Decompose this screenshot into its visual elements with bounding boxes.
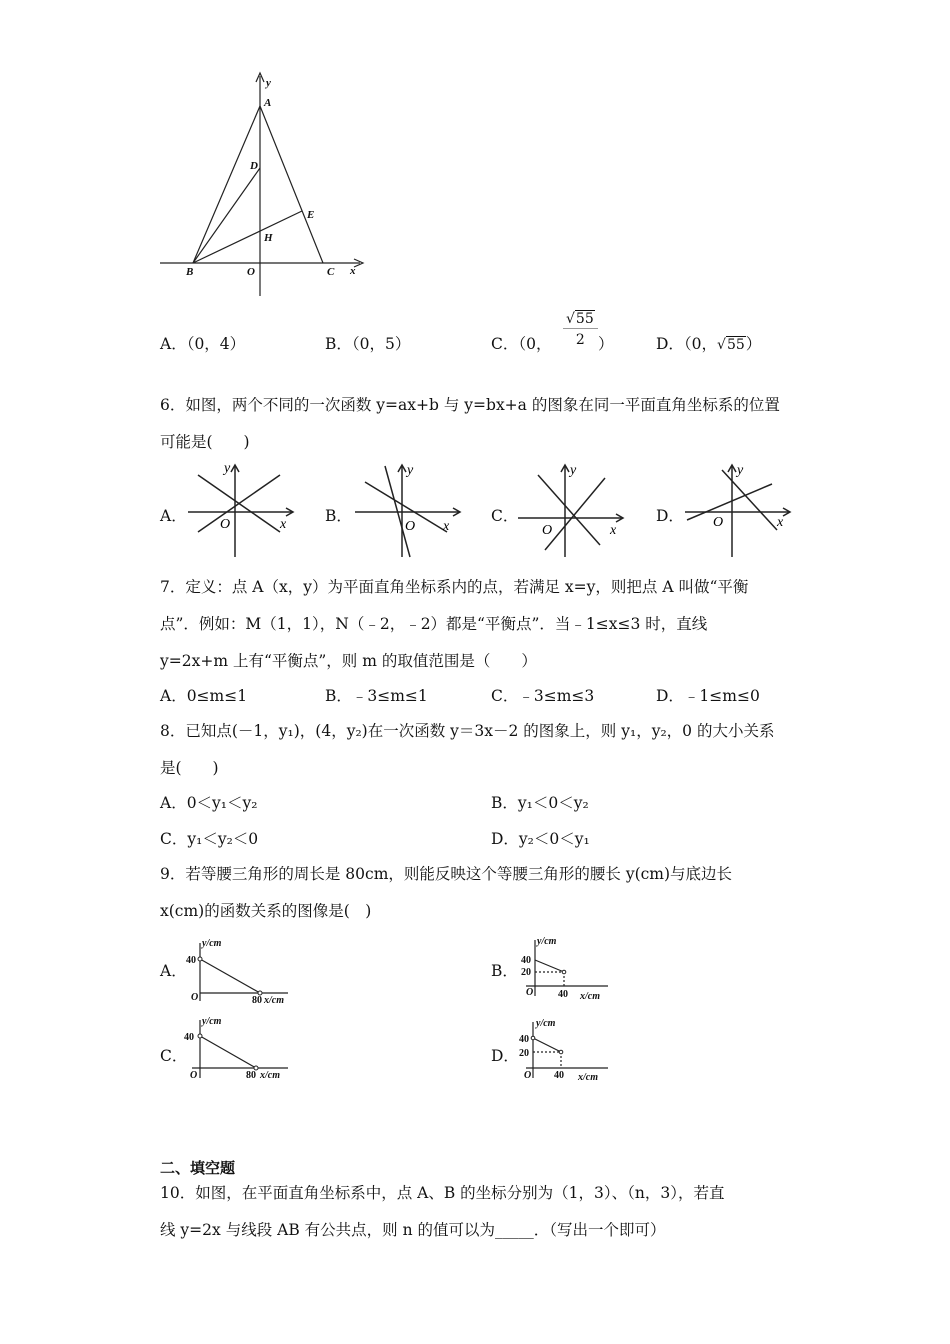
q6-graph-b[interactable] [347,460,467,560]
q9b-40: 40 [521,955,531,966]
q7-stem-line1: 7．定义：点 A（x，y）为平面直角坐标系内的点，若满足 x=y，则把点 A 叫做“平衡 [160,578,749,596]
q9-stem-line1: 9．若等腰三角形的周长是 80cm，则能反映这个等腰三角形的腰长 y(cm)与底边长 [160,865,733,883]
q6d-y: y [737,463,744,478]
q6b-y: y [407,463,414,478]
q9b-xlabel: x/cm [580,991,600,1002]
q6a-y: y [224,461,231,476]
q7-stem-line3: y=2x+m 上有“平衡点”，则 m 的取值范围是（ ） [160,652,537,670]
q9c-40: 40 [184,1032,194,1043]
q7-option-b[interactable]: B．﹣3≤m≤1 [325,687,428,705]
q9-option-a-label[interactable]: A． [160,962,187,980]
q9-graph-b[interactable] [516,932,616,1004]
q9a-xlabel: x/cm [264,995,284,1006]
q8-option-c[interactable]: C．y₁＜y₂＜0 [160,830,259,848]
q6d-x: x [777,515,784,530]
q6-graph-a[interactable] [180,460,300,560]
q6-option-d-label[interactable]: D． [656,507,684,525]
q6-graph-c[interactable] [510,460,630,560]
label-A: A [264,97,272,109]
q6-graph-d[interactable] [677,460,797,560]
q10-stem-line1: 10．如图，在平面直角坐标系中，点 A、B 的坐标分别为（1，3）、（n，3），若直 [160,1184,725,1202]
label-B: B [186,266,194,278]
q5-option-c-suffix: ） [598,335,614,353]
q6-stem-line2: 可能是( ) [160,433,250,451]
q6a-x: x [280,517,287,532]
q6-option-c-label[interactable]: C． [491,507,519,525]
q9-option-b-label[interactable]: B． [491,962,518,980]
q9a-40: 40 [186,955,196,966]
section-heading-fill-in: 二、填空题 [160,1159,236,1177]
q9-stem-line2: x(cm)的函数关系的图像是( ) [160,902,372,920]
q9c-o: O [190,1070,198,1081]
q5-option-d[interactable] [656,333,761,356]
q9c-xlabel: x/cm [260,1070,280,1081]
q9-graph-a[interactable] [180,935,295,1007]
q5-option-a[interactable]: A．（0，4） [160,335,246,353]
q5-option-c-prefix: C．（0， [491,335,552,353]
q9b-ylabel: y/cm [537,936,557,947]
q9d-40: 40 [519,1034,529,1045]
q8-stem-line2: 是( ) [160,759,219,777]
q7-option-d[interactable]: D．﹣1≤m≤0 [656,687,760,705]
label-O: O [247,266,255,278]
q9c-80: 80 [246,1070,256,1081]
q9c-ylabel: y/cm [202,1016,222,1027]
frac-denominator: 2 [575,332,585,348]
q9b-40x: 40 [558,989,568,1000]
q9-graph-d[interactable] [516,1014,616,1086]
q6-option-b-label[interactable]: B． [325,507,352,525]
q6-option-a-label[interactable]: A． [160,507,187,525]
q7-stem-line2: 点”．例如：M（1，1），N（﹣2，﹣2）都是“平衡点”．当﹣1≤x≤3 时，直线 [160,615,708,633]
q6c-y: y [570,463,577,478]
q6-stem-line1: 6．如图，两个不同的一次函数 y=ax+b 与 y=bx+a 的图象在同一平面直角坐标系的位置 [160,396,780,414]
q10-stem-line2: 线 y=2x 与线段 AB 有公共点，则 n 的值可以为_____．（写出一个即可） [160,1221,666,1239]
frac-numerator: √55 [563,310,598,329]
sqrt-symbol: √ [717,337,726,353]
q9b-o: O [526,987,534,998]
label-C: C [327,266,335,278]
c-radicand: 55 [575,311,594,327]
label-y: y [266,77,271,89]
q9a-ylabel: y/cm [202,938,222,949]
q5-option-c-fraction [563,310,598,349]
q5-option-b[interactable]: B．（0，5） [325,335,411,353]
label-H: H [264,232,273,244]
q9d-o: O [524,1070,532,1081]
q6a-o: O [220,517,231,532]
q5-triangle-figure [150,68,380,303]
q9d-ylabel: y/cm [536,1018,556,1029]
q6c-o: O [542,523,553,538]
q8-option-d[interactable]: D．y₂＜0＜y₁ [491,830,590,848]
q9a-80: 80 [252,995,262,1006]
q9d-xlabel: x/cm [578,1072,598,1083]
d-radicand: 55 [726,337,745,353]
q5-option-d-prefix: D．（0， [656,335,718,353]
q7-option-c[interactable]: C．﹣3≤m≤3 [491,687,595,705]
q5-option-c[interactable] [491,333,551,355]
q6c-x: x [610,523,617,538]
label-E: E [307,209,315,221]
q8-stem-line1: 8．已知点(－1，y₁)，(4，y₂)在一次函数 y＝3x－2 的图象上，则 y₁，y₂，0 的大小关系 [160,722,775,740]
q6b-x: x [443,519,450,534]
label-D: D [250,160,258,172]
q9-option-d-label[interactable]: D． [491,1047,519,1065]
q6d-o: O [713,515,724,530]
q9d-40x: 40 [554,1070,564,1081]
q6b-o: O [405,519,416,534]
label-x: x [350,265,356,277]
q9-option-c-label[interactable]: C． [160,1047,188,1065]
q9-graph-c[interactable] [180,1012,295,1084]
q8-option-b[interactable]: B．y₁＜0＜y₂ [491,794,589,812]
q9b-20: 20 [521,967,531,978]
q9d-20: 20 [519,1048,529,1059]
q8-option-a[interactable]: A．0＜y₁＜y₂ [160,794,258,812]
q5-option-d-suffix: ） [745,335,762,353]
q7-option-a[interactable]: A．0≤m≤1 [160,687,248,705]
q9a-o: O [191,992,199,1003]
